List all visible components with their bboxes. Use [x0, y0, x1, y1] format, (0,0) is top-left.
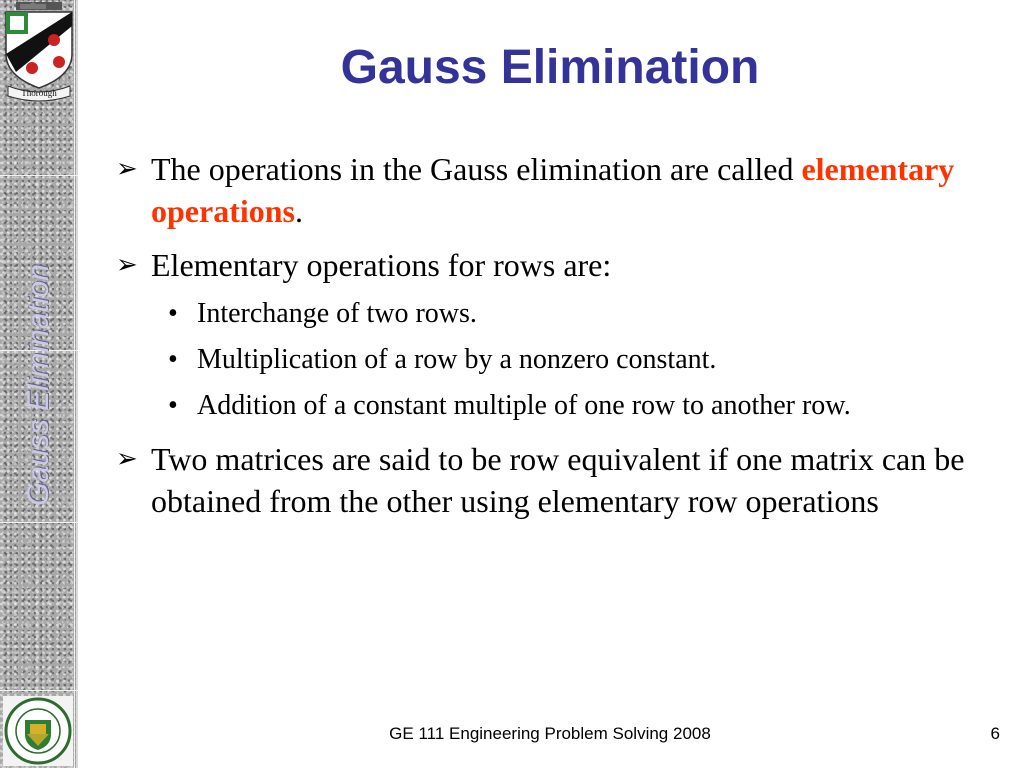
sidebar-divider: [0, 175, 78, 176]
bullet-text: The operations in the Gauss elimination are called: [151, 151, 802, 187]
bullet-text: Two matrices are said to be row equivalent if one matrix can be obtained from the other using elementary row operations: [151, 441, 965, 519]
bullet-text: Elementary operations for rows are:: [151, 247, 612, 283]
dot-bullet-icon: •: [168, 298, 178, 329]
emphasis-text: elementary operations: [151, 151, 955, 229]
sub-bullet-text: Interchange of two rows.: [197, 298, 477, 329]
sub-bullet-item: [110, 388, 970, 424]
arrow-bullet-icon: ➢: [116, 250, 138, 279]
dot-bullet-icon: •: [168, 344, 178, 375]
page-number: 6: [990, 724, 1000, 743]
sidebar: [0, 0, 78, 768]
crest-motto: Thorough: [21, 88, 57, 98]
bullet-item: [110, 148, 970, 232]
university-seal-logo: [3, 696, 73, 766]
sidebar-divider: [0, 690, 78, 691]
bullet-item: [110, 438, 970, 522]
sub-bullet-item: [110, 296, 970, 332]
sidebar-title: Gauss Elimination: [22, 264, 55, 506]
bullet-item: [110, 244, 970, 286]
slide-body: [110, 148, 970, 522]
college-crest-logo: [4, 2, 74, 102]
slide-footer: GE 111 Engineering Problem Solving 2008: [389, 724, 711, 743]
sidebar-edge-line: [74, 0, 75, 768]
bullet-text-end: .: [295, 193, 303, 229]
sub-bullet-text: Addition of a constant multiple of one row to another row.: [197, 390, 851, 421]
arrow-bullet-icon: ➢: [116, 154, 138, 183]
dot-bullet-icon: •: [168, 390, 178, 421]
sub-bullet-item: [110, 342, 970, 378]
arrow-bullet-icon: ➢: [116, 444, 138, 473]
sidebar-divider: [0, 522, 78, 523]
sub-bullet-text: Multiplication of a row by a nonzero constant.: [197, 344, 717, 375]
slide-title: Gauss Elimination: [340, 41, 760, 94]
